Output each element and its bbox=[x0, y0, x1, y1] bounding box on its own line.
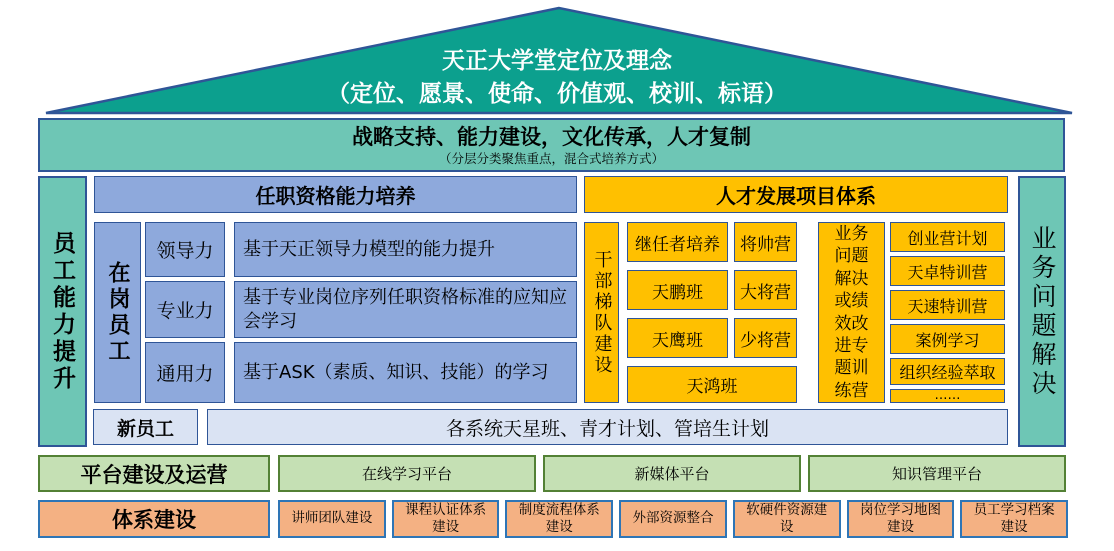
right-business-bar-label: 业务问题解决 bbox=[1028, 224, 1057, 399]
system-item-learning-archive: 员工学习档案建设 bbox=[960, 500, 1068, 538]
system-item-trainer-team: 讲师团队建设 bbox=[278, 500, 386, 538]
system-items bbox=[278, 500, 1068, 538]
left-capability-bar bbox=[38, 176, 87, 447]
cadre-ladder-box bbox=[584, 222, 619, 403]
camp-box-tianzhuo: 天卓特训营 bbox=[890, 256, 1005, 286]
platform-band-label: 平台建设及运营 bbox=[38, 455, 270, 492]
camp-box-case-study: 案例学习 bbox=[890, 324, 1005, 354]
right-business-bar bbox=[1018, 176, 1066, 447]
camp-box-tiansu: 天速特训营 bbox=[890, 290, 1005, 320]
competency-label-professional: 专业力 bbox=[145, 281, 225, 338]
roof-subtitle: （定位、愿景、使命、价值观、校训、标语） bbox=[327, 81, 787, 107]
competency-label-general: 通用力 bbox=[145, 342, 225, 403]
cadre-ladder-label: 干部梯队建设 bbox=[591, 249, 613, 376]
platform-items bbox=[278, 455, 1066, 492]
left-capability-bar-label: 员工能力提升 bbox=[49, 230, 75, 393]
system-item-hardware-software: 软硬件资源建设 bbox=[733, 500, 841, 538]
system-item-course-certification: 课程认证体系建设 bbox=[392, 500, 500, 538]
program-box-jiangshuai-camp: 将帅营 bbox=[734, 222, 797, 262]
program-box-dajiang-camp: 大将营 bbox=[734, 270, 797, 310]
roof-title: 天正大学堂定位及理念 bbox=[442, 48, 672, 74]
camp-box-startup-plan: 创业营计划 bbox=[890, 222, 1005, 252]
qualification-header: 任职资格能力培养 bbox=[94, 176, 577, 213]
onjob-employee-box bbox=[94, 222, 141, 403]
platform-item-newmedia: 新媒体平台 bbox=[543, 455, 801, 492]
program-box-successor: 继任者培养 bbox=[627, 222, 728, 262]
system-band-label: 体系建设 bbox=[38, 500, 270, 538]
banner-title: 战略支持、能力建设，文化传承，人才复制 bbox=[352, 125, 751, 150]
program-box-tianpeng-class: 天鹏班 bbox=[627, 270, 728, 310]
platform-item-elearning: 在线学习平台 bbox=[278, 455, 536, 492]
system-item-process-system: 制度流程体系建设 bbox=[505, 500, 613, 538]
camp-box-ellipsis: …… bbox=[890, 389, 1005, 403]
competency-desc-professional: 基于专业岗位序列任职资格标准的应知应会学习 bbox=[234, 281, 577, 338]
competency-desc-general: 基于ASK（素质、知识、技能）的学习 bbox=[234, 342, 577, 403]
program-box-shaojiang-camp: 少将营 bbox=[734, 318, 797, 358]
newcomer-label: 新员工 bbox=[93, 409, 198, 445]
problem-solving-camp-label: 业务问题解决或绩效改进专题训练营 bbox=[834, 223, 869, 401]
program-box-tianhong-class: 天鸿班 bbox=[627, 366, 797, 403]
newcomer-programs: 各系统天星班、青才计划、管培生计划 bbox=[207, 409, 1008, 445]
problem-solving-camp-box bbox=[818, 222, 885, 403]
program-box-tianying-class: 天鹰班 bbox=[627, 318, 728, 358]
system-item-learning-map: 岗位学习地图建设 bbox=[847, 500, 955, 538]
talent-header: 人才发展项目体系 bbox=[584, 176, 1008, 213]
camp-box-experience-extraction: 组织经验萃取 bbox=[890, 358, 1005, 385]
competency-label-leadership: 领导力 bbox=[145, 222, 225, 277]
strategy-banner bbox=[38, 118, 1065, 172]
system-item-external-resources: 外部资源整合 bbox=[619, 500, 727, 538]
competency-desc-leadership: 基于天正领导力模型的能力提升 bbox=[234, 222, 577, 277]
onjob-employee-label: 在岗员工 bbox=[105, 260, 130, 365]
banner-subtitle: （分层分类聚焦重点，混合式培养方式） bbox=[438, 150, 664, 166]
platform-item-knowledge: 知识管理平台 bbox=[808, 455, 1066, 492]
